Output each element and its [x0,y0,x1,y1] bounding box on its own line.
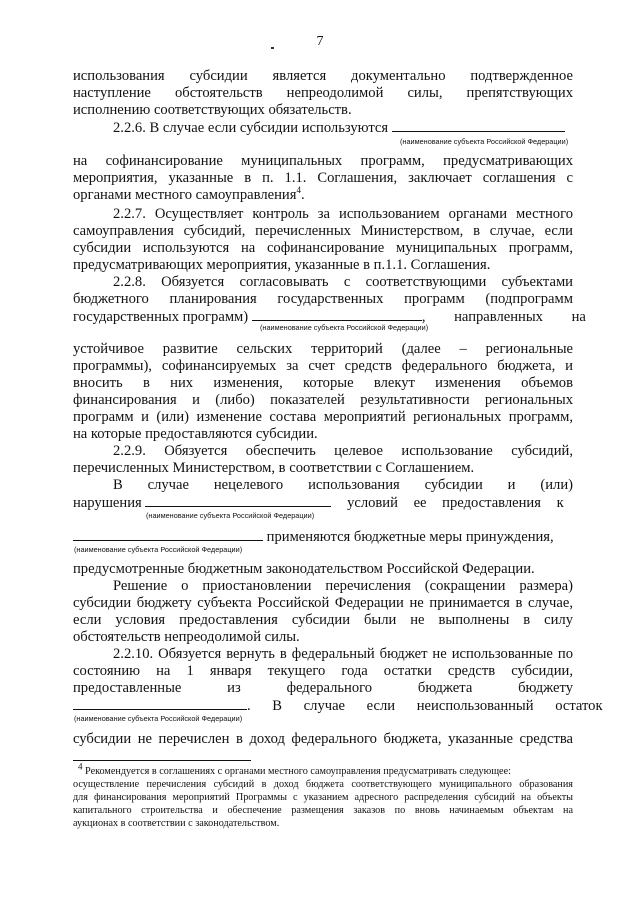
text-line: нарушения условий ее предоставления к [73,495,564,511]
fill-in-blank [392,119,565,132]
text-line: . В случае если неиспользованный остаток [73,697,573,715]
text-line: наступление обстоятельств непреодолимой силы, препятствующих [73,85,573,101]
page-number: 7 [316,34,324,49]
text-line: если условия предоставления субсидии были не выполнены в силу [73,612,573,628]
text-line: Решение о приостановлении перечисления (сокращении размера) [113,578,573,594]
text-line: перечисленных Министерством, в соответствии с Соглашением. [73,460,475,476]
field-caption: (наименование субъекта Российской Федерации) [260,323,429,332]
footnote-line: $^4$ Рекомендуется в соглашениях с органами местного самоуправления предусматривать следующее: [78,761,511,777]
text-line: на которые предоставляются субсидии. [73,426,318,442]
text-line: состоянию на 1 января текущего года остатки средств субсидии, [73,663,573,679]
fill-in-blank [252,308,422,321]
text-line: обстоятельств непреодолимой силы. [73,629,300,645]
clause-2-2-7: 2.2.7. Осуществляет контроль за использованием органами местного [113,206,573,222]
text-line: предоставленные из федерального бюджета бюджету [73,680,573,696]
text-line: субсидии не перечислен в доход федерального бюджета, указанные средства [73,731,573,747]
text-line: программ и (или) изменение состава мероприятий региональных программ, [73,409,573,425]
footnote-mark: 4 [78,761,83,772]
text-line: финансирования и (либо) показателей результативности региональных [73,392,573,408]
text-line: исполнению соответствующих обязательств. [73,102,352,118]
text-line: программы), софинансируемых за счет средств федерального бюджета, и [73,358,573,374]
text-line: предусмотренные бюджетным законодательством Российской Федерации. [73,561,535,577]
text-line: В случае нецелевого использования субсидии и (или) [113,477,573,493]
fill-in-blank [73,528,263,541]
text-line: мероприятия, указанные в п. 1.1. Соглашения, заключает соглашения с [73,170,573,186]
text-line: предусматривающих мероприятия, указанные в п.1.1. Соглашения. [73,257,491,273]
field-caption: (наименование субъекта Российской Федерации) [74,714,243,723]
footnote-line: осуществление перечисления субсидий в доход бюджета соответствующего муниципального образования [73,779,573,790]
text-line: бюджетного планирования государственных программ (подпрограмм [73,291,573,307]
fill-in-blank [73,697,247,710]
text-line: государственных программ) , направленных на [73,309,586,325]
text-line: на софинансирование муниципальных программ, предусматривающих [73,153,573,169]
fill-in-blank [145,494,331,507]
field-caption: (наименование субъекта Российской Федерации) [74,545,243,554]
field-caption: (наименование субъекта Российской Федерации) [146,511,315,520]
text-line: самоуправления субсидий, перечисленных Министерством, в случае, если [73,223,573,239]
text-line: применяются бюджетные меры принуждения, [73,528,573,546]
footnote-line: для финансирования мероприятий Программы с указанием адресного распределения субсидий на объекты [73,792,573,803]
footnote-line: аукционах в соответствии с законодательством. [73,818,280,829]
scan-speck [271,47,274,49]
text-line: субсидии бюджету субъекта Российской Федерации не принимается в случае, [73,595,573,611]
text-line: субсидии используются на софинансирование муниципальных программ, [73,240,573,256]
text-line: вносить в них изменения, которые влекут изменения объемов [73,375,573,391]
clause-2-2-9: 2.2.9. Обязуется обеспечить целевое использование субсидий, [113,443,573,459]
footnote-line: капитального строительства и обеспечение размещения заказов по вновь начинаемым объектам на [73,805,573,816]
footnote-separator [73,760,251,761]
field-caption: (наименование субъекта Российской Федерации) [400,137,569,146]
text-line [113,119,573,137]
text-line: использования субсидии является документально подтвержденное [73,68,573,84]
text-line: устойчивое развитие сельских территорий (далее – региональные [73,341,573,357]
text-line: органами местного самоуправления$^4$. [73,185,305,203]
clause-2-2-8: 2.2.8. Обязуется согласовывать с соответствующими субъектами [113,274,573,290]
clause-2-2-10: 2.2.10. Обязуется вернуть в федеральный бюджет не использованные по [113,646,573,662]
clause-2-2-6: 2.2.6. В случае если субсидии используются [113,120,389,136]
footnote-reference: 4 [296,185,301,196]
